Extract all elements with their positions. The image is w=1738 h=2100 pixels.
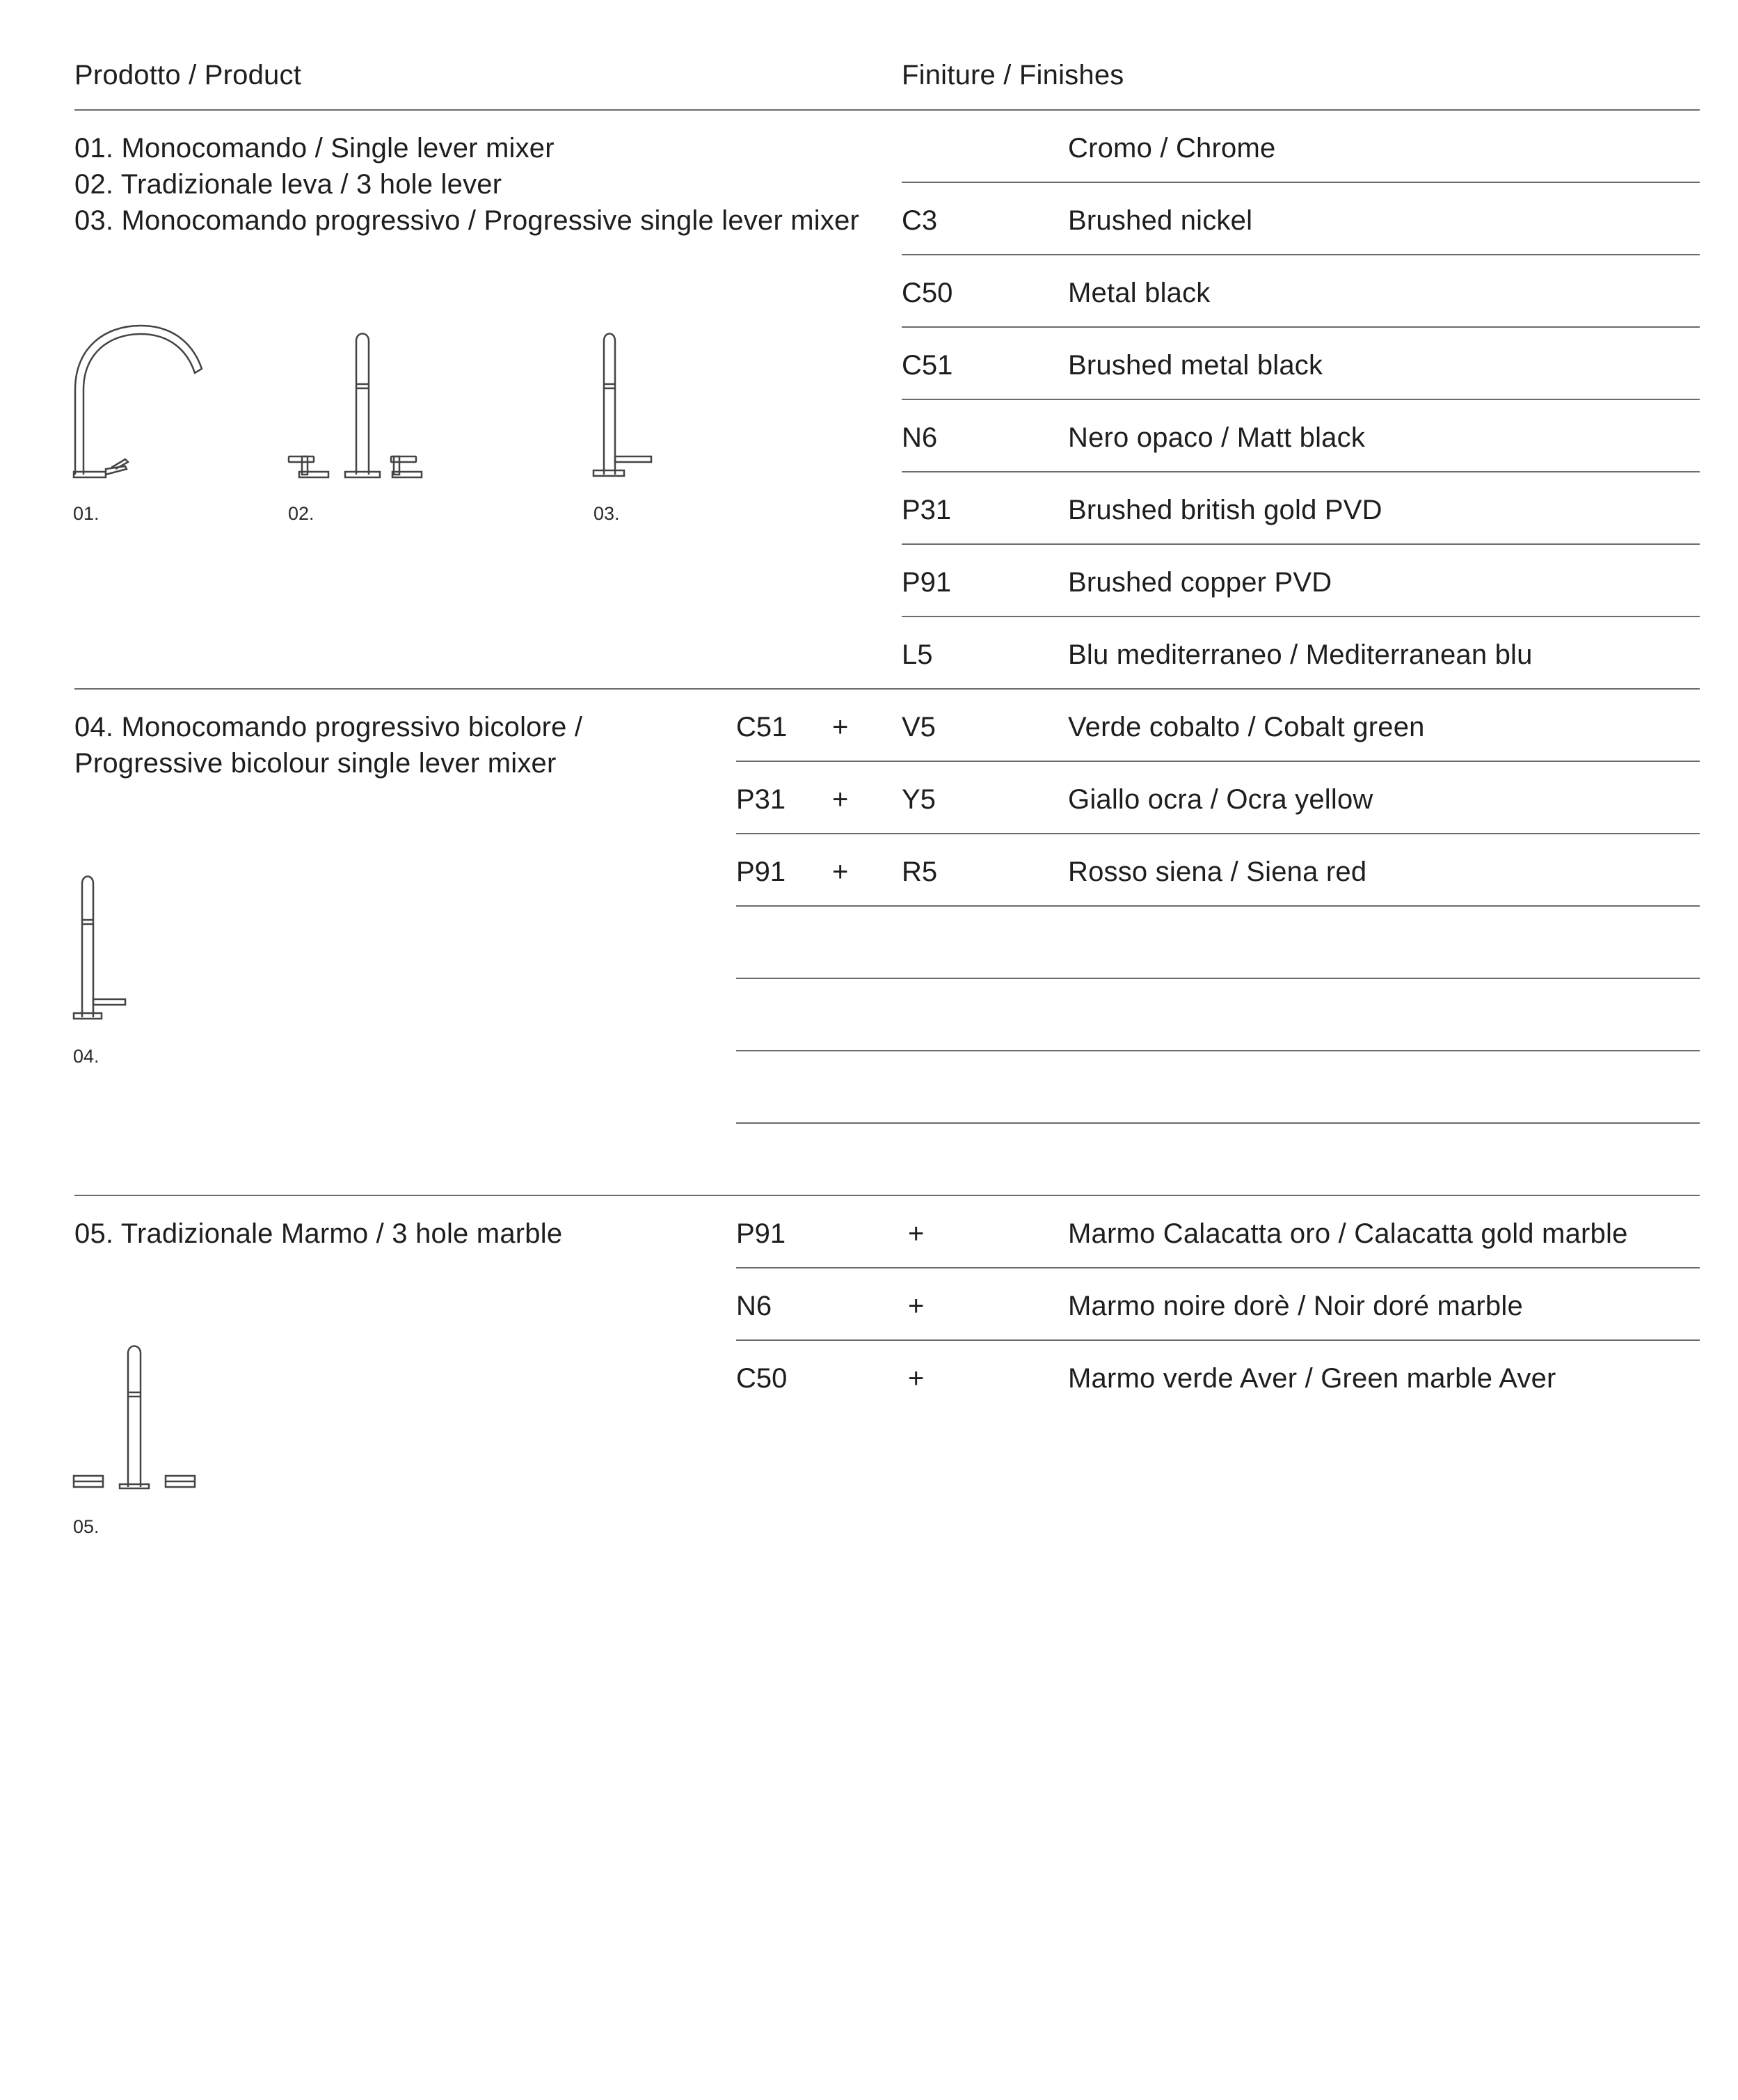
finish-code-secondary: R5: [902, 857, 938, 887]
finish-code-secondary: Y5: [902, 784, 936, 815]
finish-name: Nero opaco / Matt black: [1068, 422, 1366, 453]
finish-name: Marmo Calacatta oro / Calacatta gold marble: [1068, 1218, 1628, 1249]
finish-code-primary: C50: [736, 1363, 788, 1394]
product-name-05: 05. Tradizionale Marmo / 3 hole marble: [74, 1218, 563, 1249]
section-divider: [74, 688, 1700, 690]
finish-code: C3: [902, 205, 938, 236]
finish-name: Marmo verde Aver / Green marble Aver: [1068, 1363, 1556, 1394]
finish-code-primary: C51: [736, 712, 788, 742]
product-column-header: Prodotto / Product: [74, 60, 302, 90]
finish-row-divider: [736, 1339, 1700, 1341]
finish-plus: +: [832, 857, 849, 887]
finish-row-divider: [736, 905, 1700, 907]
finish-row-divider: [902, 326, 1700, 328]
finish-row-divider: [736, 1267, 1700, 1268]
finish-name: Cromo / Chrome: [1068, 133, 1276, 164]
drawing-caption-03: 03.: [593, 503, 620, 524]
finish-row-divider: [736, 833, 1700, 834]
finish-name: Brushed metal black: [1068, 350, 1323, 381]
finish-plus: +: [908, 1218, 925, 1249]
empty-row-divider: [736, 978, 1700, 979]
product-name-04-continued: Progressive bicolour single lever mixer: [74, 748, 557, 779]
finish-plus: +: [908, 1363, 925, 1394]
finish-code: C51: [902, 350, 953, 381]
finish-row-divider: [902, 182, 1700, 183]
finish-code-secondary: V5: [902, 712, 936, 742]
finish-name: Rosso siena / Siena red: [1068, 857, 1367, 887]
finish-name: Metal black: [1068, 278, 1211, 308]
finish-name: Brushed british gold PVD: [1068, 495, 1382, 525]
finish-row-divider: [902, 254, 1700, 255]
finishes-column-header: Finiture / Finishes: [902, 60, 1124, 90]
product-name-01: 01. Monocomando / Single lever mixer: [74, 133, 555, 164]
drawing-caption-01: 01.: [73, 503, 99, 524]
finish-code: N6: [902, 422, 938, 453]
section-divider: [74, 1195, 1700, 1196]
finish-code-primary: P91: [736, 1218, 786, 1249]
finish-name: Verde cobalto / Cobalt green: [1068, 712, 1425, 742]
finish-code: P31: [902, 495, 952, 525]
finish-name: Brushed copper PVD: [1068, 567, 1332, 598]
progressive-single-lever-drawing: [590, 327, 660, 480]
finish-code-primary: N6: [736, 1291, 772, 1321]
single-lever-mixer-drawing: [70, 320, 209, 480]
header-divider: [74, 109, 1700, 111]
finish-code: C50: [902, 278, 953, 308]
product-name-04: 04. Monocomando progressivo bicolore /: [74, 712, 583, 742]
product-name-03: 03. Monocomando progressivo / Progressive single lever mixer: [74, 205, 860, 236]
finish-name: Brushed nickel: [1068, 205, 1253, 236]
drawing-caption-04: 04.: [73, 1046, 99, 1067]
bicolour-single-lever-drawing: [68, 870, 131, 1023]
three-hole-marble-drawing: [71, 1339, 210, 1493]
finish-name: Blu mediterraneo / Mediterranean blu: [1068, 639, 1533, 670]
finish-plus: +: [832, 712, 849, 742]
finish-code-primary: P31: [736, 784, 786, 815]
finish-plus: +: [832, 784, 849, 815]
empty-row-divider: [736, 1050, 1700, 1051]
product-name-02: 02. Tradizionale leva / 3 hole lever: [74, 169, 502, 200]
finish-name: Giallo ocra / Ocra yellow: [1068, 784, 1373, 815]
finish-row-divider: [902, 471, 1700, 472]
three-hole-lever-drawing: [287, 327, 440, 480]
finish-plus: +: [908, 1291, 925, 1321]
finish-row-divider: [902, 399, 1700, 400]
drawing-caption-02: 02.: [288, 503, 314, 524]
finish-code-primary: P91: [736, 857, 786, 887]
finish-code: P91: [902, 567, 952, 598]
finish-name: Marmo noire dorè / Noir doré marble: [1068, 1291, 1523, 1321]
drawing-caption-05: 05.: [73, 1516, 99, 1537]
finish-code: L5: [902, 639, 933, 670]
finish-row-divider: [902, 616, 1700, 617]
finish-row-divider: [902, 543, 1700, 545]
finish-row-divider: [736, 761, 1700, 762]
empty-row-divider: [736, 1122, 1700, 1124]
